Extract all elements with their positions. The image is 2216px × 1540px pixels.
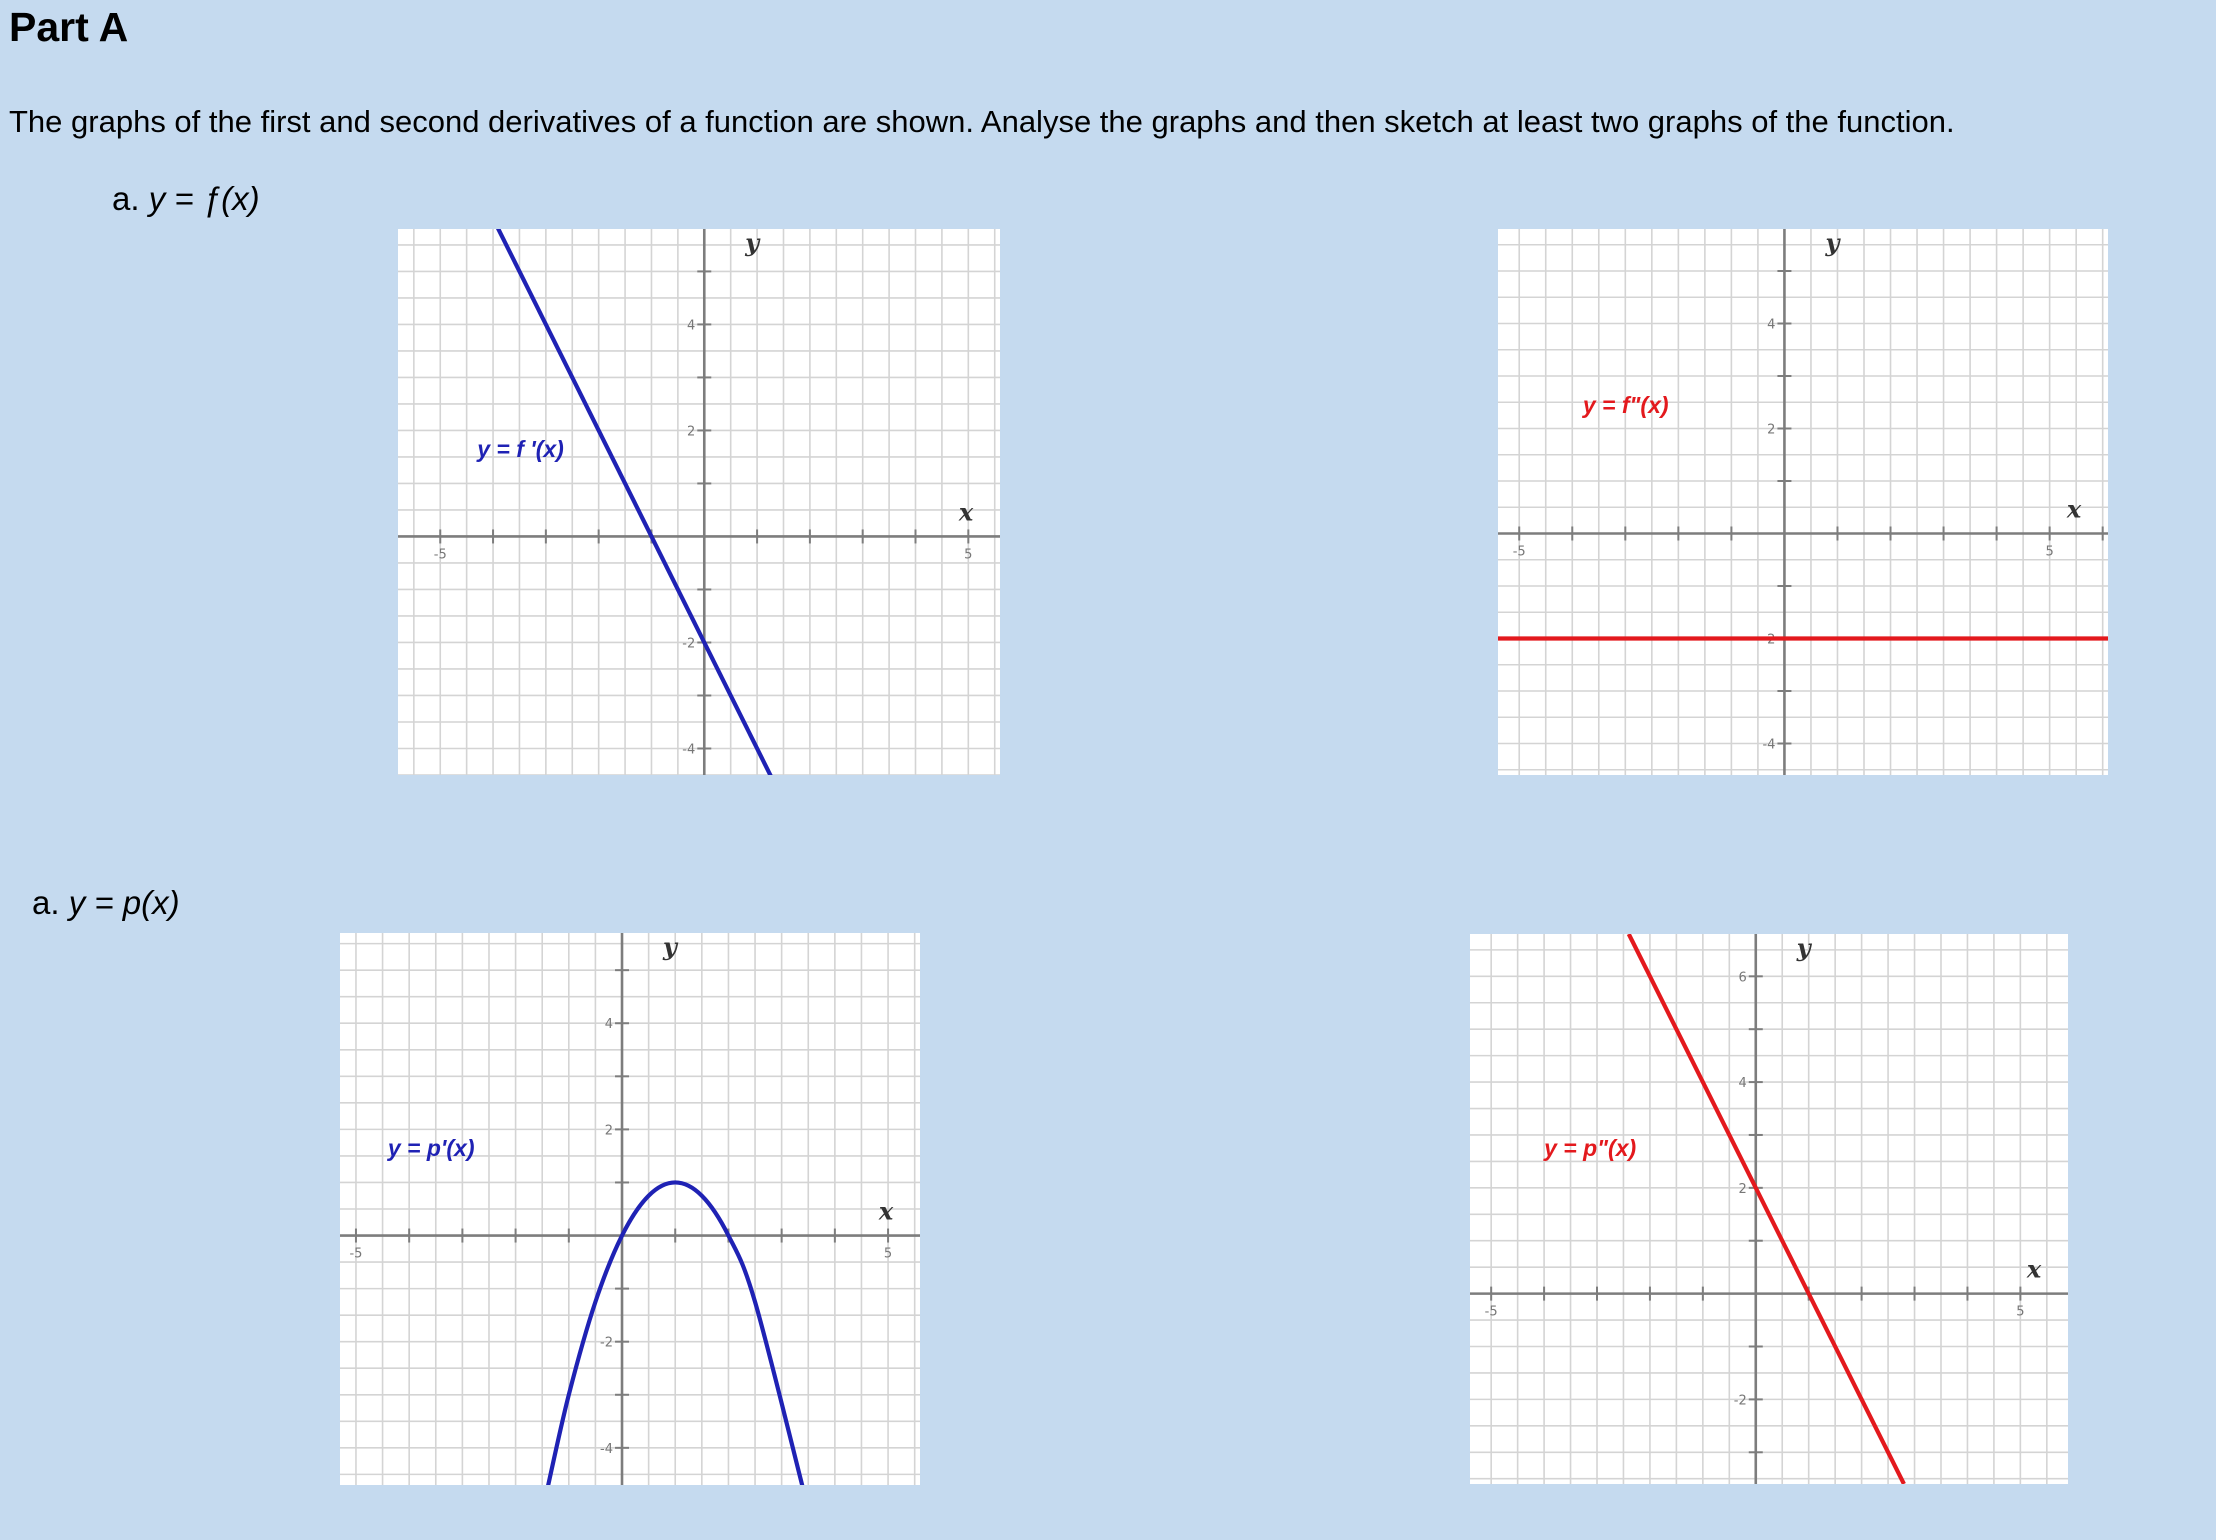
graph-f-double-prime bbox=[1498, 229, 2108, 775]
part-p-function: y = p(x) bbox=[68, 884, 180, 921]
x-tick-label: -5 bbox=[1512, 544, 1526, 560]
y-tick-label: -4 bbox=[600, 1441, 614, 1457]
x-tick-label: 5 bbox=[964, 547, 973, 563]
y-tick-label: 2 bbox=[1767, 422, 1776, 438]
y-tick-label: 4 bbox=[686, 318, 696, 334]
curve-label: y = p"(x) bbox=[1544, 1135, 1637, 1162]
graph-p-double-prime bbox=[1470, 934, 2068, 1484]
y-tick-label: 2 bbox=[604, 1123, 614, 1139]
part-p-prefix: a. bbox=[32, 884, 60, 921]
y-tick-label: -2 bbox=[682, 636, 696, 652]
y-axis-label: y bbox=[663, 933, 677, 961]
curve-label: y = f"(x) bbox=[1582, 391, 1669, 418]
x-tick-label: -5 bbox=[1484, 1304, 1498, 1320]
series-curve bbox=[1629, 934, 1904, 1484]
curve-label: y = p'(x) bbox=[387, 1134, 475, 1161]
y-tick-label: 2 bbox=[686, 424, 696, 440]
y-tick-label: 6 bbox=[1738, 970, 1747, 986]
y-axis-label: y bbox=[1796, 934, 1811, 962]
y-tick-label: -2 bbox=[600, 1335, 614, 1351]
x-tick-label: 5 bbox=[2045, 544, 2054, 560]
y-tick-label: 2 bbox=[1738, 1181, 1747, 1197]
x-tick-label: -5 bbox=[349, 1246, 363, 1262]
y-tick-label: 4 bbox=[1767, 317, 1776, 333]
y-axis-label: y bbox=[1825, 229, 1840, 257]
part-p-label bbox=[32, 884, 180, 922]
x-tick-label: 5 bbox=[2016, 1304, 2025, 1320]
part-f-label bbox=[112, 180, 260, 218]
y-tick-label: -4 bbox=[1762, 737, 1776, 753]
graph-f-prime bbox=[398, 229, 1000, 775]
y-tick-label: -2 bbox=[1733, 1393, 1747, 1409]
y-tick-label: 4 bbox=[604, 1017, 614, 1033]
chart-p-prime bbox=[340, 933, 920, 1485]
instructions: The graphs of the first and second derivatives of a function are shown. Analyse the graphs and then sketch at least two graphs of the function. bbox=[9, 104, 1955, 139]
y-tick-label: -4 bbox=[682, 742, 696, 758]
x-tick-label: -5 bbox=[433, 547, 447, 563]
y-tick-label: 4 bbox=[1738, 1076, 1747, 1092]
x-axis-label: x bbox=[878, 1196, 894, 1226]
chart-f-prime bbox=[398, 229, 1000, 775]
chart-f-double-prime bbox=[1498, 229, 2108, 775]
x-axis-label: x bbox=[2066, 494, 2082, 524]
x-axis-label: x bbox=[2026, 1254, 2042, 1284]
curve-label: y = f '(x) bbox=[477, 435, 564, 462]
x-axis-label: x bbox=[958, 497, 974, 527]
graph-p-prime bbox=[340, 933, 920, 1485]
y-axis-label: y bbox=[745, 229, 760, 257]
part-f-function: y = ƒ(x) bbox=[148, 180, 260, 217]
x-tick-label: 5 bbox=[883, 1246, 893, 1262]
y-tick-label: -2 bbox=[1762, 632, 1776, 648]
chart-p-double-prime bbox=[1470, 934, 2068, 1484]
page-title: Part A bbox=[9, 4, 129, 50]
part-f-prefix: a. bbox=[112, 180, 140, 217]
